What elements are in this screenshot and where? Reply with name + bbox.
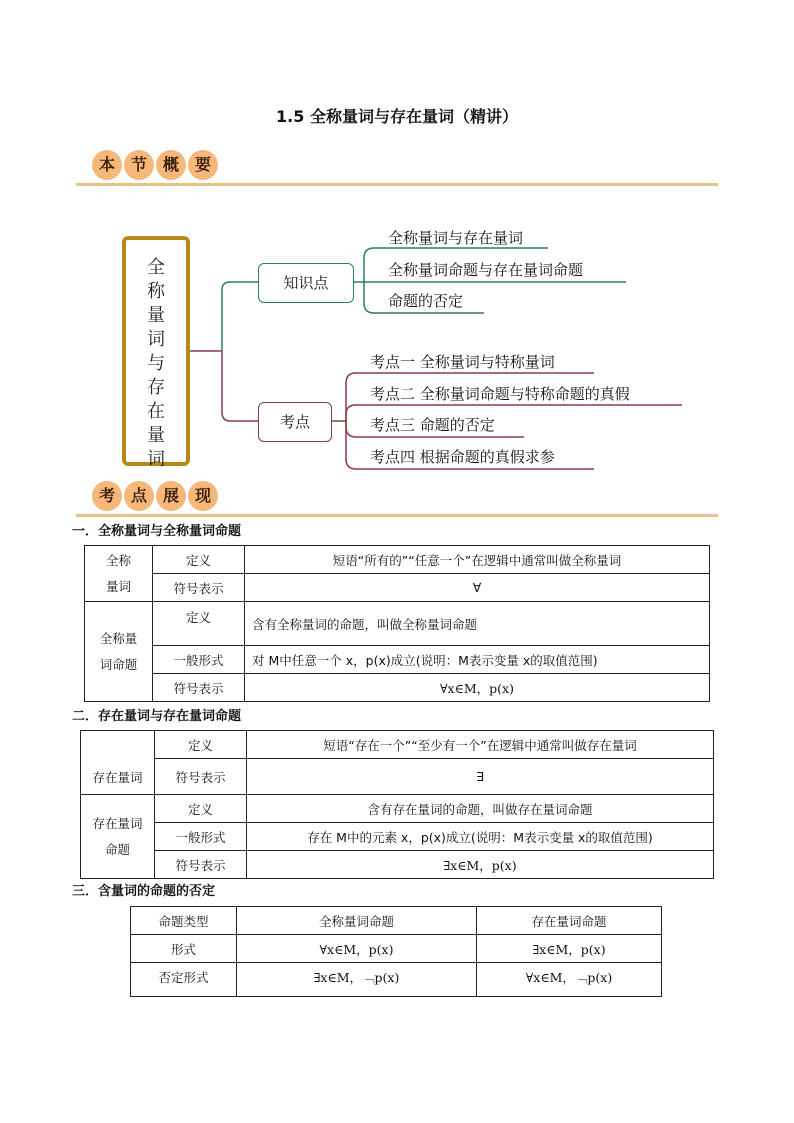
row-label: 符号表示 [155,759,247,795]
page-title: 1.5 全称量词与存在量词（精讲） [276,107,518,126]
group-label-line: 词命题 [99,656,138,672]
exam-point-leaf: 考点四 根据命题的真假求参 [370,448,555,466]
row-label: 定义 [153,546,245,574]
root-char: 全 [147,257,165,278]
negation-table [130,906,662,997]
mind-map-root [122,236,190,470]
section-heading: 三．含量词的命题的否定 [72,884,216,899]
section-heading: 一．全称量词与全称量词命题 [72,524,242,539]
root-char: 词 [147,449,165,470]
existential-quantifier-table [80,730,714,879]
table-cell: ∀x∈M，﹁p(x) [477,963,662,997]
table-cell: ∀x∈M，p(x) [237,935,477,963]
row-label: 定义 [155,731,247,759]
row-value: ∀ [245,574,710,602]
group-label-line: 命题 [104,841,130,857]
table-cell: ∃x∈M，﹁p(x) [237,963,477,997]
group-cell [85,602,153,702]
row-label: 定义 [153,602,245,646]
row-value: 对 M中任意一个 x，p(x)成立(说明：M表示变量 x的取值范围) [245,646,710,674]
table-cell: ∃x∈M，p(x) [477,935,662,963]
row-label: 一般形式 [153,646,245,674]
banner-char: 本 [92,150,122,180]
branch-knowledge-points: 知识点 [258,263,354,303]
row-label: 一般形式 [155,823,247,851]
exam-point-leaf: 考点一 全称量词与特称量词 [370,353,555,371]
row-value: 短语“所有的”“任意一个”在逻辑中通常叫做全称量词 [245,546,710,574]
banner-char: 节 [124,150,154,180]
banner-rule [76,514,718,517]
banner-char: 要 [188,150,218,180]
knowledge-leaf: 全称量词命题与存在量词命题 [388,261,584,279]
row-label: 形式 [131,935,237,963]
exam-point-leaf: 考点三 命题的否定 [370,416,495,434]
root-char: 与 [147,353,165,374]
root-char: 在 [147,401,165,422]
root-char: 存 [147,377,165,398]
banner-char: 展 [156,481,186,511]
row-label: 否定形式 [131,963,237,997]
knowledge-leaf: 命题的否定 [388,292,464,310]
root-char: 量 [147,305,165,326]
row-value: 含有存在量词的命题，叫做存在量词命题 [247,795,714,823]
branch-exam-points: 考点 [258,402,332,442]
banner-char: 点 [124,481,154,511]
banner-char: 现 [188,481,218,511]
mind-map [0,0,794,480]
row-value: 短语“存在一个”“至少有一个”在逻辑中通常叫做存在量词 [247,731,714,759]
group-cell: 存在量词 [81,731,155,795]
row-value: ∃ [247,759,714,795]
section-banner-exam-points [76,481,718,517]
row-label: 定义 [155,795,247,823]
group-cell [81,795,155,879]
section-heading: 二．存在量词与存在量词命题 [72,709,242,724]
column-header: 命题类型 [131,907,237,935]
root-char: 称 [147,281,165,302]
exam-point-leaf: 考点二 全称量词命题与特称命题的真假 [370,385,630,403]
root-char: 量 [147,425,165,446]
row-label: 符号表示 [155,851,247,879]
column-header: 存在量词命题 [477,907,662,935]
column-header: 全称量词命题 [237,907,477,935]
group-label-line: 存在量词 [92,815,143,831]
row-label: 符号表示 [153,574,245,602]
group-label-line: 全称 [105,552,131,568]
row-value: 存在 M中的元素 x，p(x)成立(说明：M表示变量 x的取值范围) [247,823,714,851]
banner-char: 考 [92,481,122,511]
banner-char: 概 [156,150,186,180]
universal-quantifier-table [84,545,710,702]
knowledge-leaf: 全称量词与存在量词 [388,229,524,247]
group-label-line: 全称量 [99,630,138,646]
row-value: ∃x∈M，p(x) [247,851,714,879]
row-value: ∀x∈M，p(x) [245,674,710,702]
group-cell [85,546,153,602]
row-label: 符号表示 [153,674,245,702]
group-label-line: 量词 [105,578,131,594]
row-value: 含有全称量词的命题，叫做全称量词命题 [245,602,710,646]
root-char: 词 [147,329,165,350]
